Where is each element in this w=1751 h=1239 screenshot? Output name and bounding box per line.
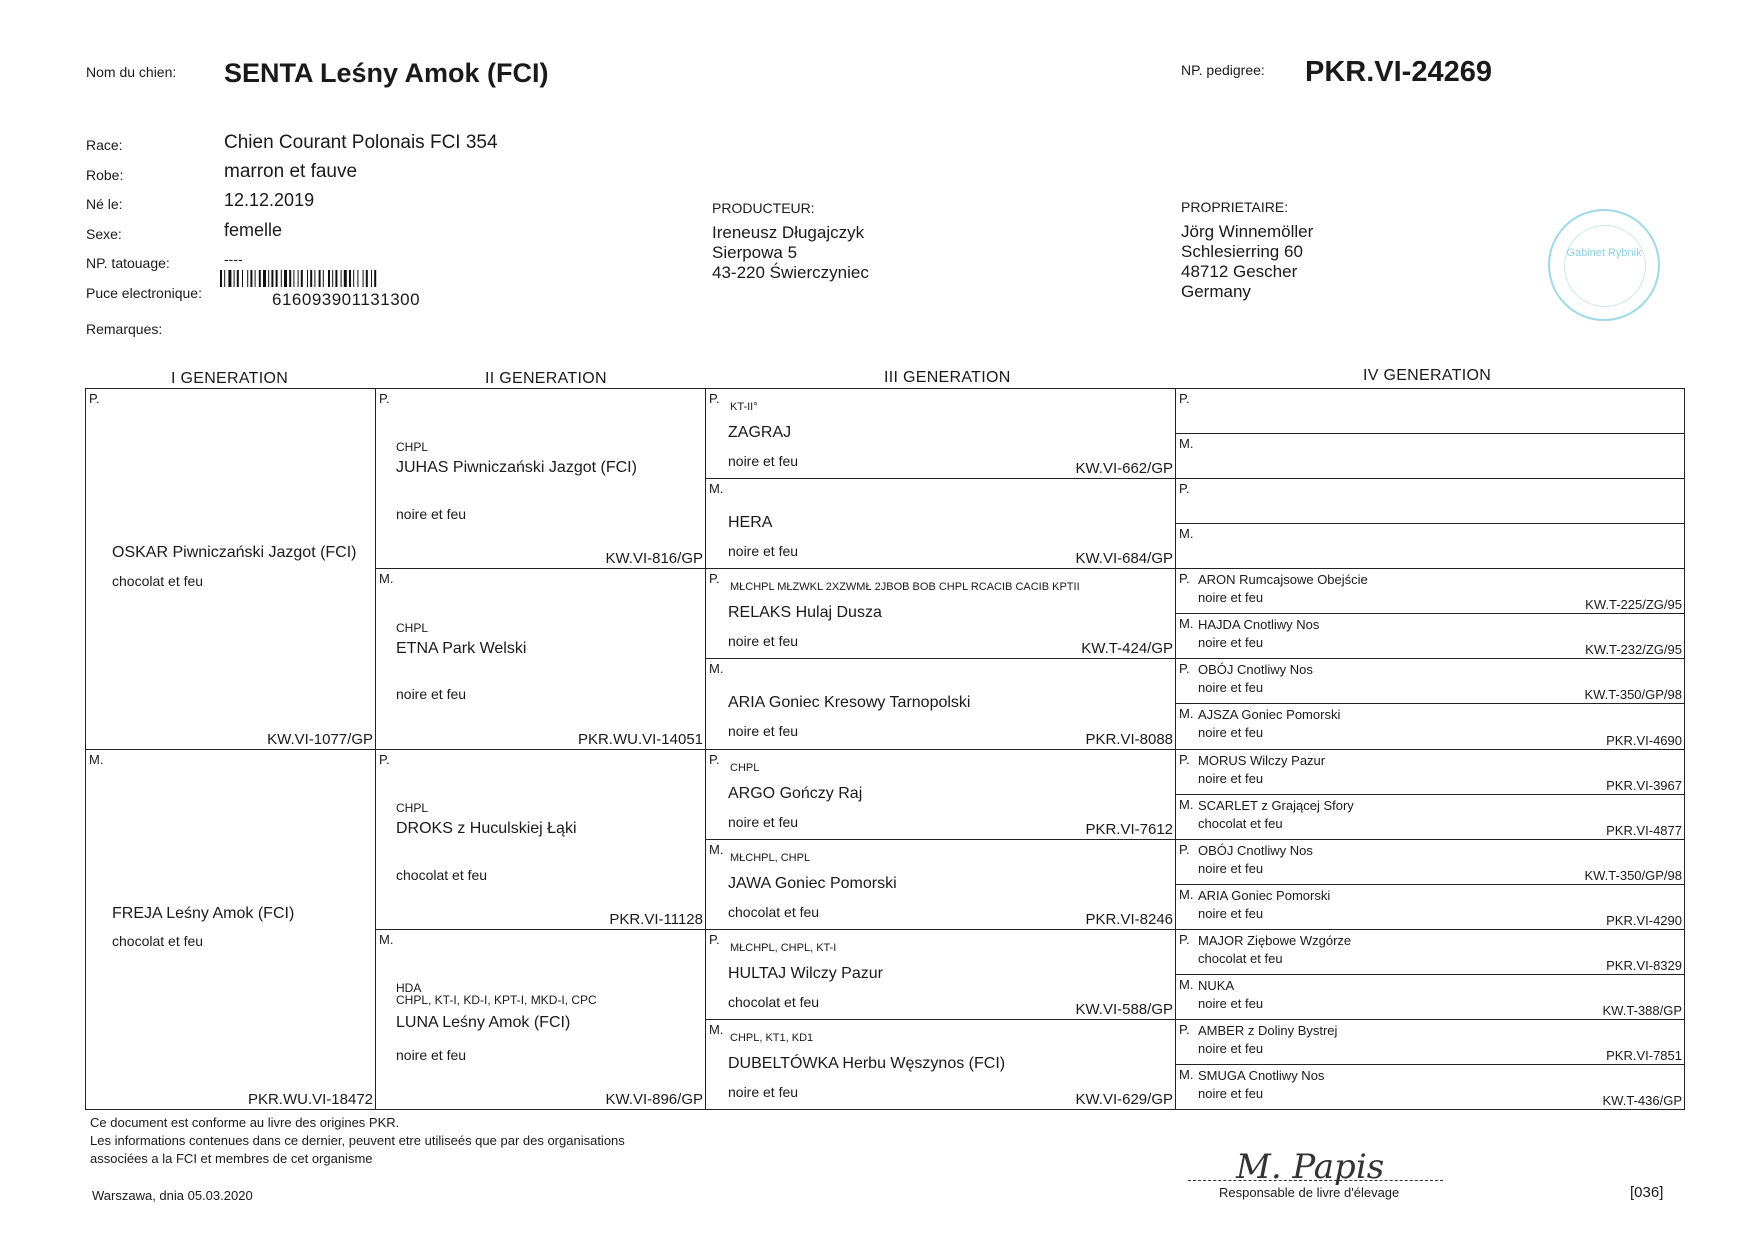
registration-number: PKR.VI-4290: [1606, 912, 1682, 928]
registration-number: KW.VI-588/GP: [1075, 1000, 1173, 1018]
dog-name: ETNA Park Welski: [396, 639, 527, 657]
pedigree-no-label: NP. pedigree:: [1181, 62, 1265, 78]
signature-caption: Responsable de livre d'élevage: [1219, 1185, 1400, 1200]
titles: CHPL, KT1, KD1: [730, 1031, 814, 1044]
gen4-cell: [1175, 703, 1685, 749]
registration-number: PKR.VI-7851: [1606, 1047, 1682, 1063]
gen4-cell: [1175, 929, 1685, 975]
dog-name: ZAGRAJ: [728, 424, 792, 441]
coat-color: noire et feu: [1198, 725, 1264, 741]
parent-marker: M.: [1179, 436, 1194, 452]
gen2-cell: [375, 749, 706, 930]
dog-name: HULTAJ Wilczy Pazur: [728, 964, 883, 982]
parent-marker: M.: [379, 931, 394, 947]
coat-color: chocolat et feu: [1198, 950, 1283, 966]
chip-barcode-icon: [220, 270, 490, 287]
coat-color: noire et feu: [1198, 680, 1264, 696]
dog-name: HAJDA Cnotliwy Nos: [1198, 617, 1320, 633]
tattoo-label: NP. tatouage:: [86, 255, 170, 271]
coat-color: noire et feu: [396, 686, 467, 703]
parent-marker: M.: [1179, 526, 1194, 542]
tattoo-value: ----: [224, 251, 243, 267]
titles: KT-II°: [730, 401, 758, 413]
dog-name: MAJOR Ziębowe Wzgórze: [1198, 932, 1352, 948]
parent-marker: M.: [709, 841, 724, 857]
parent-marker: P.: [1179, 661, 1190, 677]
gen3-cell: [705, 929, 1176, 1020]
gen3-cell: [705, 749, 1176, 840]
gen1-header: I GENERATION: [171, 370, 289, 387]
titles: MŁCHPL, CHPL, KT-I: [730, 941, 837, 954]
coat-color: noire et feu: [1198, 995, 1264, 1011]
gen4-cell: [1175, 974, 1685, 1020]
titles: CHPL: [396, 620, 429, 635]
dog-name: AJSZA Goniec Pomorski: [1198, 707, 1341, 723]
race-value: Chien Courant Polonais FCI 354: [224, 132, 498, 153]
gen3-cell: [705, 1019, 1176, 1110]
registration-number: KW.T-424/GP: [1081, 640, 1173, 658]
gen4-cell: [1175, 523, 1685, 569]
gen3-cell: [705, 478, 1176, 569]
registration-number: PKR.WU.VI-18472: [247, 1091, 373, 1108]
dog-name: ARIA Goniec Kresowy Tarnopolski: [728, 694, 971, 712]
parent-marker: P.: [1179, 751, 1190, 767]
born-value: 12.12.2019: [224, 190, 315, 210]
coat-color: noire et feu: [728, 1083, 799, 1100]
parent-marker: P.: [1179, 571, 1190, 587]
titles: CHPL: [396, 800, 429, 815]
registration-number: KW.VI-662/GP: [1075, 460, 1173, 478]
dog-name: SMUGA Cnotliwy Nos: [1198, 1067, 1325, 1083]
gen3-cell: [705, 388, 1176, 479]
parent-marker: P.: [379, 751, 390, 767]
gen4-cell: [1175, 388, 1685, 434]
gen4-cell: [1175, 478, 1685, 524]
sex-value: femelle: [224, 220, 283, 240]
coat-color: noire et feu: [728, 723, 799, 740]
dog-name: RELAKS Hulaj Dusza: [728, 604, 882, 622]
registration-number: PKR.WU.VI-14051: [577, 730, 703, 748]
gen4-cell: [1175, 1064, 1685, 1110]
coat-color: chocolat et feu: [112, 933, 204, 950]
coat-color: noire et feu: [396, 1046, 467, 1063]
parent-marker: M.: [709, 1021, 724, 1037]
dog-name: DUBELTÓWKA Herbu Węszynos (FCI): [728, 1054, 1006, 1072]
parent-marker: P.: [379, 391, 390, 406]
robe-label: Robe:: [86, 167, 124, 183]
parent-marker: M.: [1179, 796, 1194, 812]
signature: M. Papis: [1236, 1147, 1385, 1187]
registration-number: KW.T-388/GP: [1602, 1002, 1682, 1018]
gen3-cell: [705, 839, 1176, 930]
place-date: Warszawa, dnia 05.03.2020: [92, 1188, 253, 1203]
gen2-cell: [375, 388, 706, 569]
coat-color: noire et feu: [1198, 770, 1264, 786]
gen4-cell: [1175, 1019, 1685, 1065]
gen3-cell: [705, 658, 1176, 749]
coat-color: chocolat et feu: [728, 903, 820, 920]
parent-marker: P.: [1179, 1021, 1190, 1037]
dog-name: ARON Rumcajsowe Obejście: [1198, 572, 1368, 588]
registration-number: KW.VI-896/GP: [605, 1091, 703, 1108]
gen1-cell: [85, 749, 376, 1111]
owner-address: Jörg Winnemöller Schlesierring 60 48712 Gescher Germany: [1181, 222, 1314, 301]
gen4-cell: [1175, 884, 1685, 930]
gen3-header: III GENERATION: [884, 369, 1011, 386]
gen4-cell: [1175, 794, 1685, 840]
coat-color: noire et feu: [728, 633, 799, 650]
producer-address: Ireneusz Długajczyk Sierpowa 5 43-220 Świerczyniec: [712, 223, 869, 282]
dog-name: SCARLET z Grającej Sfory: [1198, 797, 1354, 813]
producer-label: PRODUCTEUR:: [712, 200, 815, 216]
parent-marker: P.: [1179, 931, 1190, 947]
coat-color: noire et feu: [1198, 1085, 1264, 1101]
chip-value: 616093901131300: [272, 290, 421, 309]
coat-color: noire et feu: [728, 543, 799, 560]
chip-label: Puce electronique:: [86, 285, 202, 301]
dog-name: FREJA Leśny Amok (FCI): [112, 904, 295, 922]
parent-marker: P.: [1179, 391, 1190, 406]
coat-color: chocolat et feu: [728, 993, 820, 1010]
dog-name: OBÓJ Cnotliwy Nos: [1198, 842, 1313, 858]
registration-number: KW.T-225/ZG/95: [1585, 597, 1682, 613]
coat-color: chocolat et feu: [1198, 815, 1283, 831]
owner-label: PROPRIETAIRE:: [1181, 199, 1289, 215]
parent-marker: M.: [709, 481, 724, 497]
gen4-cell: [1175, 613, 1685, 659]
dog-name: ARGO Gończy Raj: [728, 784, 863, 802]
titles: MŁCHPL, CHPL: [730, 851, 811, 864]
coat-color: noire et feu: [1198, 635, 1264, 651]
gen2-header: II GENERATION: [485, 370, 607, 387]
gen4-cell: [1175, 839, 1685, 885]
page-code: [036]: [1630, 1184, 1664, 1201]
gen4-cell: [1175, 433, 1685, 479]
registration-number: KW.VI-816/GP: [605, 550, 703, 568]
coat-color: noire et feu: [1198, 860, 1264, 876]
parent-marker: P.: [1179, 841, 1190, 857]
coat-color: noire et feu: [1198, 590, 1264, 606]
dog-name: AMBER z Doliny Bystrej: [1198, 1022, 1338, 1038]
parent-marker: M.: [89, 751, 104, 767]
registration-number: KW.T-232/ZG/95: [1585, 642, 1682, 658]
born-label: Né le:: [86, 196, 123, 212]
dog-name-label: Nom du chien:: [86, 64, 177, 80]
dog-name: JAWA Goniec Pomorski: [728, 874, 897, 892]
remarks-label: Remarques:: [86, 321, 163, 337]
registration-number: KW.T-350/GP/98: [1584, 687, 1682, 703]
dog-name: ARIA Goniec Pomorski: [1198, 887, 1331, 903]
stamp-text: Gabinet Rybnik: [1566, 247, 1642, 259]
gen4-cell: [1175, 568, 1685, 614]
signature-line: [1188, 1180, 1443, 1181]
coat-color: noire et feu: [396, 506, 467, 523]
parent-marker: M.: [1179, 1066, 1194, 1082]
parent-marker: P.: [709, 751, 720, 767]
sex-label: Sexe:: [86, 226, 122, 242]
pedigree-no: PKR.VI-24269: [1305, 56, 1492, 88]
registration-number: KW.VI-629/GP: [1075, 1091, 1173, 1108]
gen1-cell: [85, 388, 376, 750]
pedigree-table: [85, 388, 1684, 1109]
dog-name: DROKS z Huculskiej Łąki: [396, 819, 577, 837]
dog-name: OSKAR Piwniczański Jazgot (FCI): [112, 544, 357, 561]
registration-number: PKR.VI-11128: [609, 910, 703, 928]
parent-marker: M.: [1179, 976, 1194, 992]
titles: CHPL: [730, 761, 760, 774]
registration-number: PKR.VI-3967: [1606, 777, 1682, 793]
registration-number: PKR.VI-8088: [1085, 730, 1173, 748]
robe-value: marron et fauve: [224, 161, 358, 182]
parent-marker: P.: [1179, 481, 1190, 497]
registration-number: KW.T-436/GP: [1602, 1093, 1682, 1108]
dog-name: OBÓJ Cnotliwy Nos: [1198, 662, 1313, 678]
registration-number: PKR.VI-8329: [1606, 957, 1682, 973]
registration-number: PKR.VI-8246: [1085, 910, 1173, 928]
registration-number: KW.T-350/GP/98: [1584, 867, 1682, 883]
parent-marker: M.: [1179, 616, 1194, 632]
parent-marker: P.: [709, 571, 720, 587]
coat-color: noire et feu: [728, 453, 799, 469]
dog-name: LUNA Leśny Amok (FCI): [396, 1014, 571, 1032]
race-label: Race:: [86, 137, 123, 153]
titles: HDA CHPL, KT-I, KD-I, KPT-I, MKD-I, CPC: [396, 981, 597, 1008]
titles: MŁCHPL MŁZWKL 2XZWMŁ 2JBOB BOB CHPL RCACIB CACIB KPTII: [730, 581, 1080, 594]
gen2-cell: [375, 568, 706, 749]
gen4-cell: [1175, 658, 1685, 704]
parent-marker: P.: [709, 931, 720, 947]
dog-name: MORUS Wilczy Pazur: [1198, 752, 1326, 768]
gen4-cell: [1175, 749, 1685, 795]
gen4-header: IV GENERATION: [1363, 367, 1492, 384]
dog-name: JUHAS Piwniczański Jazgot (FCI): [396, 459, 637, 477]
registration-number: PKR.VI-4877: [1606, 822, 1682, 838]
coat-color: noire et feu: [728, 813, 799, 830]
parent-marker: P.: [709, 391, 720, 406]
parent-marker: M.: [1179, 886, 1194, 902]
coat-color: chocolat et feu: [112, 572, 204, 589]
registration-number: KW.VI-684/GP: [1075, 550, 1173, 568]
gen3-cell: [705, 568, 1176, 659]
dog-name: SENTA Leśny Amok (FCI): [224, 58, 549, 88]
registration-number: KW.VI-1077/GP: [267, 730, 373, 748]
registration-number: PKR.VI-4690: [1606, 732, 1682, 748]
parent-marker: M.: [709, 661, 724, 677]
dog-name: NUKA: [1198, 977, 1235, 993]
parent-marker: P.: [89, 391, 100, 406]
coat-color: noire et feu: [1198, 1040, 1264, 1056]
kennel-club-stamp-icon: [1548, 209, 1660, 321]
conformity-note: Ce document est conforme au livre des origines PKR. Les informations contenues dans ce dernier, peuvent etre utiliseés que par des organisations associées a la FCI et membres de cet organisme: [90, 1115, 625, 1166]
parent-marker: M.: [379, 571, 394, 587]
coat-color: chocolat et feu: [396, 866, 488, 883]
titles: CHPL: [396, 440, 429, 455]
coat-color: noire et feu: [1198, 905, 1264, 921]
parent-marker: M.: [1179, 706, 1194, 722]
gen2-cell: [375, 929, 706, 1110]
dog-name: HERA: [728, 514, 773, 532]
registration-number: PKR.VI-7612: [1085, 820, 1173, 838]
